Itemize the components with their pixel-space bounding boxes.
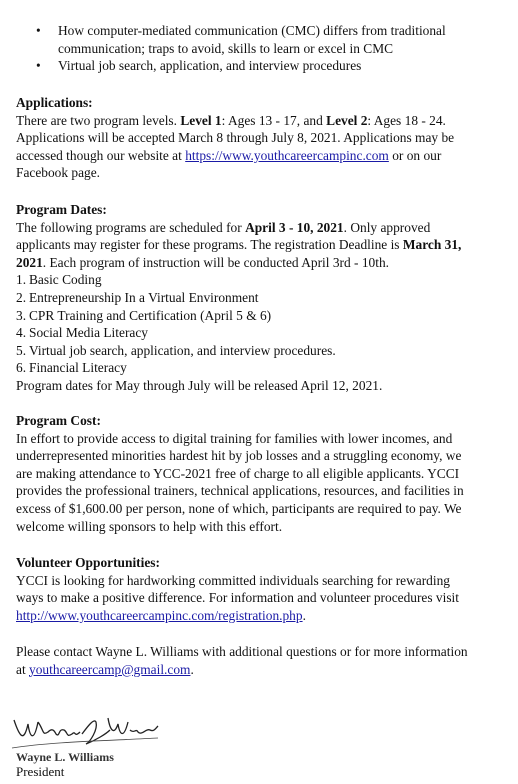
volunteer-section: Volunteer Opportunities: YCCI is looking for hardworking committed individuals searching for rewarding ways to make a positive difference. For information and volunteer procedures visit http://www.youthcareercampinc.com/registration.php. bbox=[16, 554, 510, 624]
program-item: 2. Entrepreneurship In a Virtual Environment bbox=[16, 289, 259, 305]
handwritten-signature bbox=[10, 708, 160, 752]
signatory-title: President bbox=[16, 764, 65, 779]
program-cost-section: Program Cost: In effort to provide access to digital training for families with lower incomes, and underrepresented minorities hardest hit by job losses and a struggling economy, we are making attendance to YCC-2021 free of charge to all eligible applicants. YCCI provides the professional trainers, technical applications, resources, and facilities in excess of $1,600.00 per person, none of which, participants are required to pay. We welcome willing sponsors to help with this effort. bbox=[16, 412, 510, 535]
program-cost-heading: Program Cost: bbox=[16, 413, 101, 428]
program-item: 1. Basic Coding bbox=[16, 272, 102, 288]
program-item: 5. Virtual job search, application, and interview procedures. bbox=[16, 342, 336, 358]
registration-link[interactable]: http://www.youthcareercampinc.com/registration.php bbox=[16, 607, 303, 623]
bullet-item: • How computer-mediated communication (CMC) differs from traditional communication; traps to avoid, skills to learn or excel in CMC bbox=[36, 23, 446, 56]
website-link[interactable]: https://www.youthcareercampinc.com bbox=[185, 147, 389, 163]
volunteer-heading: Volunteer Opportunities: bbox=[16, 555, 160, 570]
signatory-name: Wayne L. Williams bbox=[16, 750, 114, 764]
applications-heading: Applications: bbox=[16, 95, 93, 110]
program-list bbox=[16, 271, 510, 377]
program-item: 4. Social Media Literacy bbox=[16, 325, 148, 341]
program-dates-section: Program Dates: The following programs are scheduled for April 3 - 10, 2021. Only approved applicants may register for these programs. The registration Deadline is March 31, 2021. Each program of instruction will be conducted April 3rd - 10th. 1. Basic Coding 2. Entrepreneurship In a Virtual Environment 3. CPR Training and Certification (April 5 & 6) 4. Social Media Literacy 5. Virtual job search, application, and interview procedures. 6. Financial Literacy Program dates for May through July will be released April 12, 2021. bbox=[16, 201, 510, 395]
program-dates-heading: Program Dates: bbox=[16, 202, 107, 217]
program-item: 6. Financial Literacy bbox=[16, 360, 127, 376]
program-item: 3. CPR Training and Certification (April 5 & 6) bbox=[16, 307, 272, 323]
bullet-item: • Virtual job search, application, and interview procedures bbox=[36, 58, 362, 74]
bullet-dot-icon: • bbox=[36, 23, 41, 38]
applications-section: Applications: There are two program levels. Level 1: Ages 13 - 17, and Level 2: Ages 18 - 24. Applications will be accepted March 8 through July 8, 2021. Applications may be accessed though our website at https://www.youthcareercampinc.com or on our Facebook page. bbox=[16, 94, 510, 182]
bullet-dot-icon: • bbox=[36, 58, 41, 74]
applications-levels: There are two program levels. Level 1: Ages 13 - 17, and Level 2: Ages 18 - 24. bbox=[16, 112, 446, 128]
bullet-list bbox=[36, 22, 506, 75]
email-link[interactable]: youthcareercamp@gmail.com bbox=[29, 661, 191, 677]
contact-section: Please contact Wayne L. Williams with additional questions or for more information at youthcareercamp@gmail.com. bbox=[16, 644, 468, 677]
